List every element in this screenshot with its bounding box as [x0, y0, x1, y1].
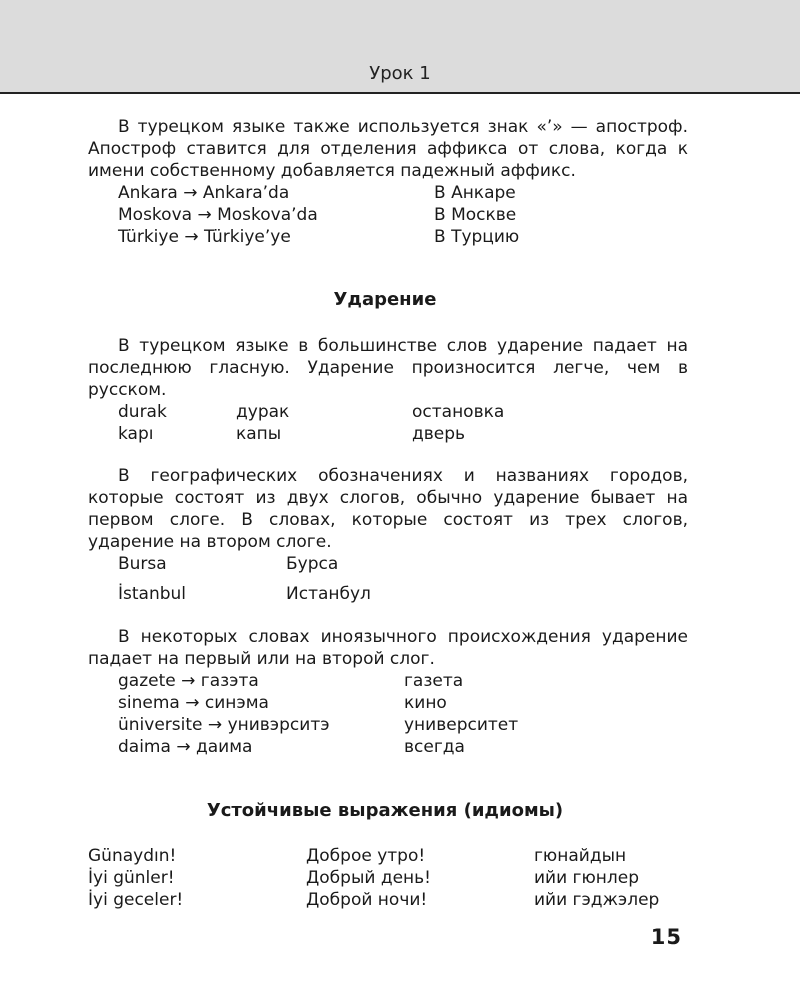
- example-source: Moskova → Moskova’da: [118, 205, 318, 225]
- example-row: [88, 583, 688, 605]
- stress-section-2: [88, 465, 688, 605]
- example-row: [88, 714, 688, 736]
- stress-paragraph-3: В некоторых словах иноязычного происхождения ударение падает на первый или на второй слог.: [88, 627, 688, 669]
- example-pronunciation: дурак: [236, 402, 290, 422]
- idiom-pronunciation: ийи гэджэлер: [534, 890, 660, 910]
- example-translation: университет: [404, 715, 519, 735]
- idiom-russian: Доброй ночи!: [306, 890, 428, 910]
- example-translation: остановка: [412, 402, 505, 422]
- example-row: [88, 736, 688, 758]
- example-row: [88, 204, 688, 226]
- apostrophe-paragraph: В турецком языке также используется знак «’» — апостроф. Апостроф ставится для отделения аффикса от слова, когда к имени собственному добавляется падежный аффикс.: [88, 117, 688, 181]
- idiom-turkish: Günaydın!: [88, 846, 177, 866]
- idiom-row: [88, 889, 688, 911]
- example-pronunciation: капы: [236, 424, 282, 444]
- example-word: kapı: [118, 424, 154, 444]
- example-translation: дверь: [412, 424, 466, 444]
- example-row: [88, 182, 688, 204]
- example-source: Türkiye → Türkiye’ye: [118, 227, 291, 247]
- idiom-row: [88, 867, 688, 889]
- apostrophe-section: [88, 116, 688, 248]
- example-translation: кино: [404, 693, 447, 713]
- example-row: [88, 553, 688, 575]
- header-band: [0, 0, 800, 94]
- idioms-heading: Устойчивые выражения (идиомы): [206, 800, 564, 821]
- idiom-row: [88, 845, 688, 867]
- example-word: durak: [118, 402, 167, 422]
- stress-paragraph-1: В турецком языке в большинстве слов ударение падает на последнюю гласную. Ударение произносится легче, чем в русском.: [88, 336, 688, 400]
- example-word: İstanbul: [118, 584, 187, 604]
- example-source: gazete → газэта: [118, 671, 259, 691]
- example-translation: В Анкаре: [434, 183, 516, 203]
- example-translation: В Москве: [434, 205, 517, 225]
- example-translation: газета: [404, 671, 464, 691]
- example-row: [88, 670, 688, 692]
- example-pronunciation: Бурса: [286, 554, 339, 574]
- idiom-turkish: İyi günler!: [88, 868, 175, 888]
- page-number: 15: [650, 925, 682, 949]
- example-source: sinema → синэма: [118, 693, 269, 713]
- example-pronunciation: Истанбул: [286, 584, 371, 604]
- example-translation: всегда: [404, 737, 465, 757]
- idiom-russian: Добрый день!: [306, 868, 431, 888]
- stress-heading: Ударение: [333, 289, 437, 310]
- example-translation: В Турцию: [434, 227, 520, 247]
- idiom-pronunciation: гюнайдын: [534, 846, 627, 866]
- stress-section-1: [88, 335, 688, 445]
- idiom-pronunciation: ийи гюнлер: [534, 868, 640, 888]
- example-row: [88, 226, 688, 248]
- example-row: [88, 401, 688, 423]
- stress-section-3: [88, 626, 688, 758]
- example-source: daima → даима: [118, 737, 253, 757]
- example-row: [88, 692, 688, 714]
- lesson-title: Урок 1: [369, 63, 431, 84]
- example-source: Ankara → Ankara’da: [118, 183, 290, 203]
- example-source: üniversite → унивэрситэ: [118, 715, 330, 735]
- idiom-russian: Доброе утро!: [306, 846, 426, 866]
- idiom-turkish: İyi geceler!: [88, 890, 184, 910]
- example-word: Bursa: [118, 554, 167, 574]
- stress-paragraph-2: В географических обозначениях и названиях городов, которые состоят из двух слогов, обычно ударение бывает на первом слоге. В словах, которые состоят из трех слогов, ударение на втором слоге.: [88, 466, 688, 552]
- idioms-table: [88, 845, 688, 911]
- example-row: [88, 423, 688, 445]
